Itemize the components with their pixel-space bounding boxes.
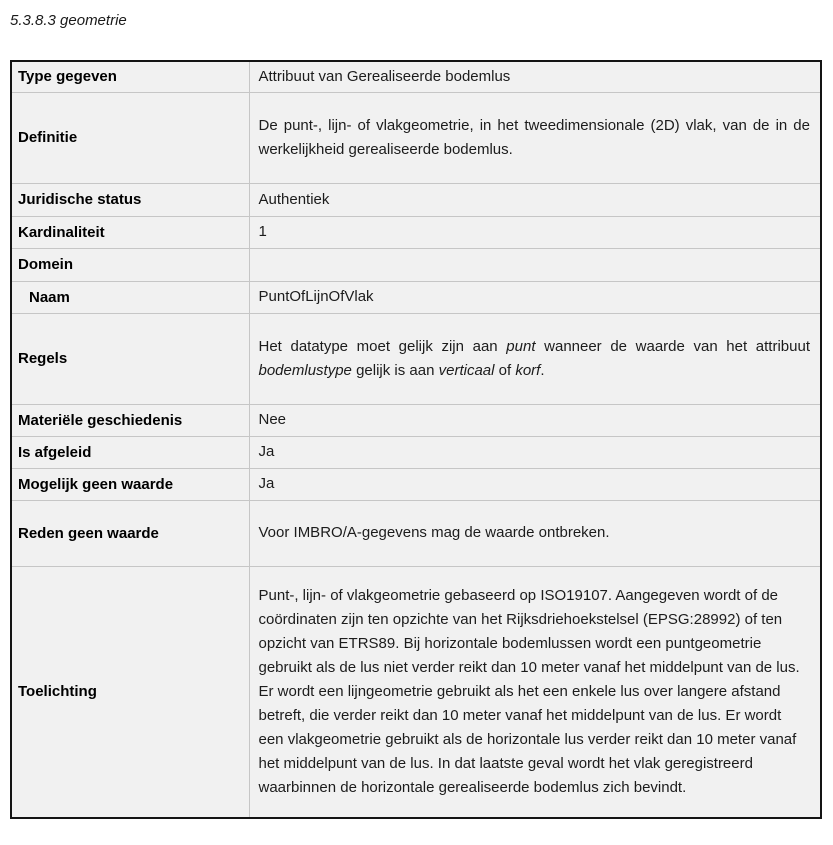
- table-row-domein: [11, 248, 821, 281]
- row-label: Juridische status: [11, 183, 249, 216]
- value-text: wanneer de waarde van het attribuut: [535, 337, 810, 355]
- row-label: Definitie: [11, 92, 249, 183]
- value-text: gelijk is aan: [351, 361, 439, 379]
- attribute-definition-table: [10, 60, 822, 819]
- value-text-italic: punt: [506, 337, 536, 355]
- row-label: Naam: [11, 281, 249, 313]
- section-heading: 5.3.8.3 geometrie: [10, 12, 127, 29]
- table-row-naam: [11, 281, 821, 313]
- table-row-juridische-status: [11, 183, 821, 216]
- row-value: Ja: [249, 468, 821, 500]
- row-value: Ja: [249, 436, 821, 468]
- row-label: Materiële geschiedenis: [11, 404, 249, 436]
- row-label: Type gegeven: [11, 61, 249, 92]
- value-text: Het datatype moet gelijk zijn aan: [258, 337, 507, 355]
- row-value: Nee: [249, 404, 821, 436]
- table-row-is-afgeleid: [11, 436, 821, 468]
- value-text-italic: korf: [515, 361, 541, 379]
- row-label: Mogelijk geen waarde: [11, 468, 249, 500]
- row-label: Is afgeleid: [11, 436, 249, 468]
- row-label: Regels: [11, 313, 249, 404]
- row-label: Toelichting: [11, 566, 249, 818]
- value-text-italic: verticaal: [438, 361, 495, 379]
- row-label: Domein: [11, 248, 249, 281]
- row-value: [249, 313, 821, 404]
- row-label: Reden geen waarde: [11, 500, 249, 566]
- table-row-reden-geen-waarde: [11, 500, 821, 566]
- row-value: De punt-, lijn- of vlakgeometrie, in het tweedimensionale (2D) vlak, van de in de werkelijkheid gerealiseerde bodemlus.: [249, 92, 821, 183]
- table-row-mogelijk-geen-waarde: [11, 468, 821, 500]
- table-row-definitie: [11, 92, 821, 183]
- table-row-materiele-geschiedenis: [11, 404, 821, 436]
- value-text: .: [540, 361, 545, 379]
- row-value: 1: [249, 216, 821, 248]
- table-row-regels: [11, 313, 821, 404]
- row-value: [249, 248, 821, 281]
- table-row-kardinaliteit: [11, 216, 821, 248]
- table-row-toelichting: [11, 566, 821, 818]
- row-value: Attribuut van Gerealiseerde bodemlus: [249, 61, 821, 92]
- value-text: of: [494, 361, 516, 379]
- value-text-italic: bodemlustype: [258, 361, 352, 379]
- row-value: Voor IMBRO/A-gegevens mag de waarde ontbreken.: [249, 500, 821, 566]
- table-row-type-gegeven: [11, 61, 821, 92]
- row-value: Punt-, lijn- of vlakgeometrie gebaseerd op ISO19107. Aangegeven wordt of de coördinaten zijn ten opzichte van het Rijksdriehoekstelsel (EPSG:28992) of ten opzicht van ETRS89. Bij horizontale bodemlussen wordt een puntgeometrie gebruikt als de lus niet verder reikt dan 10 meter vanaf het middelpunt van de lus. Er wordt een lijngeometrie gebruikt als het een enkele lus over langere afstand betreft, die verder reikt dan 10 meter vanaf het middelpunt van de lus. Er wordt een vlakgeometrie gebruikt als de horizontale lus verder reikt dan 10 meter vanaf het middelpunt van de lus. In dat laatste geval wordt het vlak geregistreerd waarbinnen de horizontale gerealiseerde bodemlus zich bevindt.: [249, 566, 821, 818]
- row-value: Authentiek: [249, 183, 821, 216]
- row-label: Kardinaliteit: [11, 216, 249, 248]
- row-value: PuntOfLijnOfVlak: [249, 281, 821, 313]
